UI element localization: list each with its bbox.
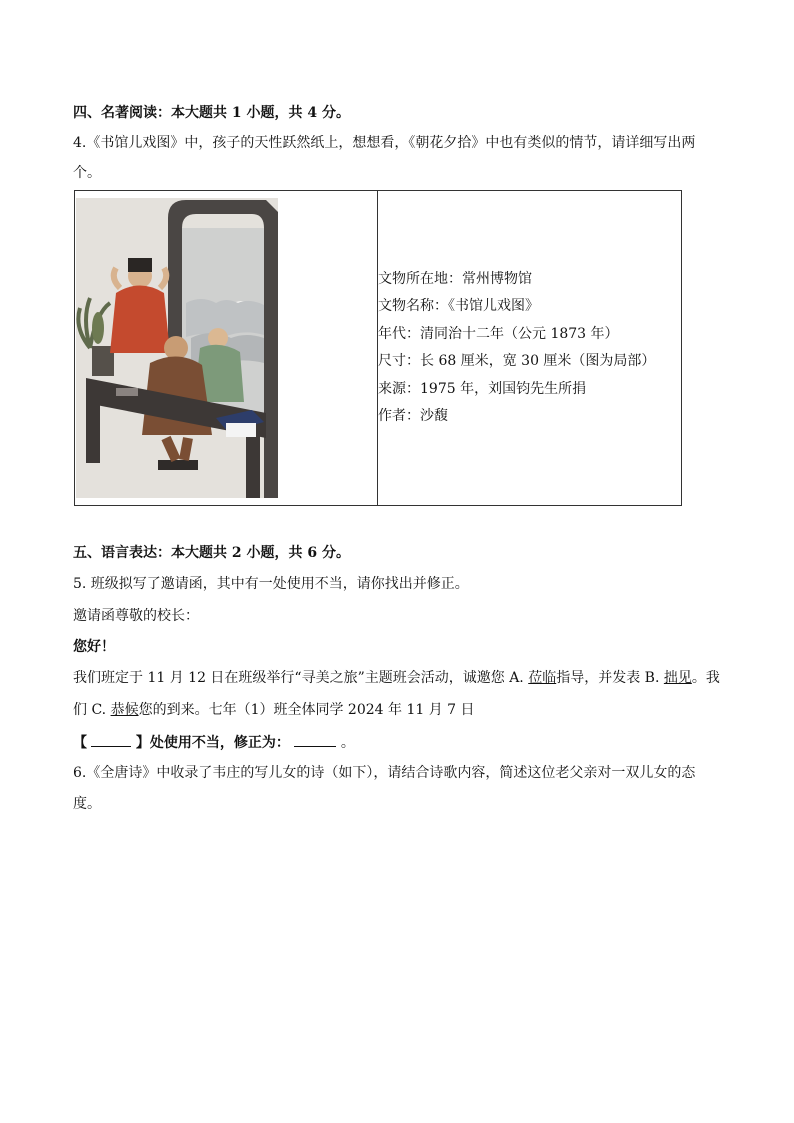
letter-salutation: 邀请函尊敬的校长：: [73, 608, 199, 624]
q5-text: 5. 班级拟写了邀请函，其中有一处使用不当，请你找出并修正。: [73, 576, 469, 592]
section4-heading: 四、名著阅读：本大题共 1 小题，共 4 分。: [73, 105, 350, 121]
letter-body-1c: 。我: [691, 670, 720, 686]
answer-open-bracket: 【: [73, 735, 87, 751]
letter-body-line2: [73, 700, 724, 720]
q4-text-line1: 4.《书馆儿戏图》中，孩子的天性跃然纸上，想想看，《朝花夕拾》中也有类似的情节，请详细写出两: [73, 135, 696, 151]
answer-blank-correction[interactable]: [294, 732, 336, 747]
relic-name: 文物名称：《书馆儿戏图》: [378, 298, 539, 314]
q6-text-line2: 度。: [73, 796, 101, 812]
letter-body-2a: 们 C.: [73, 702, 111, 718]
answer-blank-position[interactable]: [91, 732, 131, 747]
q6-text-line1: 6.《全唐诗》中收录了韦庄的写儿女的诗（如下），请结合诗歌内容，简述这位老父亲对一双儿女的态: [73, 765, 696, 781]
letter-greeting: 您好！: [73, 639, 115, 655]
relic-author: 作者：沙馥: [378, 408, 448, 424]
section5-heading: 五、语言表达：本大题共 2 小题，共 6 分。: [73, 545, 350, 561]
answer-end: 。: [340, 735, 355, 751]
relic-info-table: [74, 190, 682, 506]
answer-close-bracket: 】处使用不当，修正为：: [135, 735, 290, 751]
relic-info-cell: [378, 191, 682, 506]
letter-body-line1: [73, 668, 724, 688]
option-a-word: 莅临: [528, 670, 557, 686]
option-c-word: 恭候: [110, 702, 139, 718]
letter-body-1b: 指导，并发表 B.: [556, 670, 664, 686]
relic-location: 文物所在地：常州博物馆: [378, 270, 532, 287]
answer-line: [73, 732, 724, 753]
letter-body-1a: 我们班定于 11 月 12 日在班级举行“寻美之旅”主题班会活动，诚邀您 A.: [73, 670, 529, 686]
painting-cell: [75, 191, 378, 506]
q4-text-line2: 个。: [73, 165, 101, 181]
relic-era: 年代：清同治十二年（公元 1873 年）: [378, 325, 619, 342]
painting-image: [76, 198, 278, 498]
option-b-word: 拙见: [663, 670, 692, 686]
relic-source: 来源：1975 年，刘国钧先生所捐: [378, 380, 587, 397]
letter-body-2b: 您的到来。七年（1）班全体同学 2024 年 11 月 7 日: [138, 702, 475, 718]
relic-size: 尺寸：长 68 厘米，宽 30 厘米（图为局部）: [378, 353, 656, 369]
